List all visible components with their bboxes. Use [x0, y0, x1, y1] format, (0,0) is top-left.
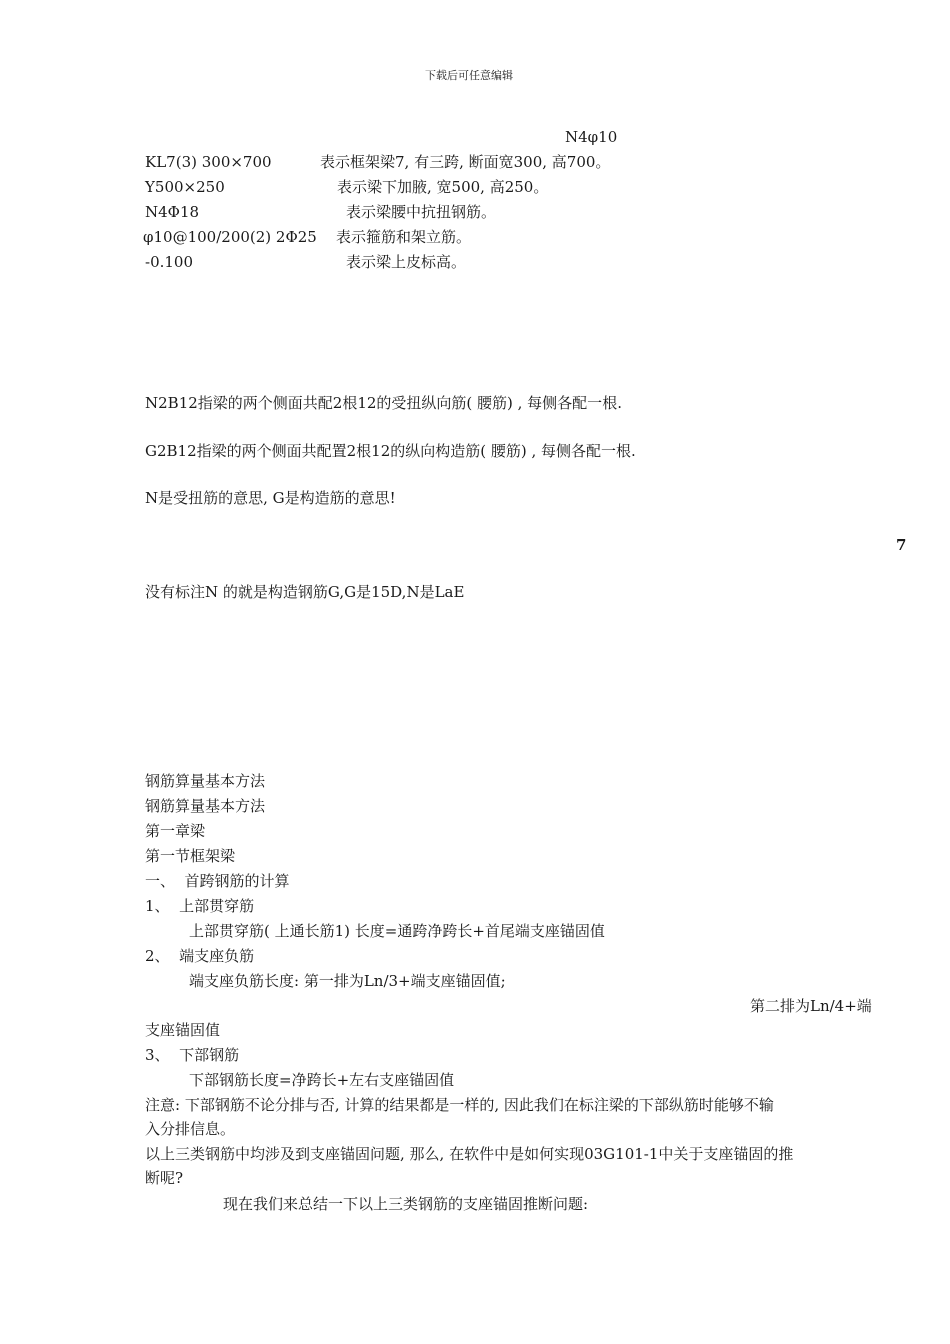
item-1-detail: 上部贯穿筋( 上通长筋1) 长度=通跨净跨长+首尾端支座锚固值	[189, 922, 605, 940]
question-line: 断呢?	[145, 1169, 184, 1187]
item-1-heading: 1、 上部贯穿筋	[145, 897, 255, 915]
question-line: 以上三类钢筋中均涉及到支座锚固问题, 那么, 在软件中是如何实现03G101-1中关于支座锚固的推	[145, 1145, 794, 1163]
item-3-heading: 3、 下部钢筋	[145, 1046, 240, 1064]
item-2-heading: 2、 端支座负筋	[145, 947, 255, 965]
section-heading: 第一节框架梁	[145, 847, 236, 865]
notation-desc: 表示箍筋和架立筋。	[336, 228, 472, 246]
note-meaning: N是受扭筋的意思, G是构造筋的意思!	[145, 489, 396, 507]
item-2-second-row-cont: 支座锚固值	[145, 1021, 221, 1039]
notation-desc: 表示梁上皮标高。	[346, 253, 467, 271]
notation-code: KL7(3) 300×700	[145, 153, 272, 171]
notation-desc: 表示梁下加腋, 宽500, 高250。	[337, 178, 549, 196]
note-line: 入分排信息。	[145, 1120, 236, 1138]
page-header: 下载后可任意编辑	[425, 69, 513, 82]
notation-code: -0.100	[145, 253, 194, 271]
notation-desc: 表示梁腰中抗扭钢筋。	[346, 203, 497, 221]
title-line: 钢筋算量基本方法	[145, 797, 266, 815]
notation-top-label: N4φ10	[565, 128, 618, 146]
note-line: 注意: 下部钢筋不论分排与否, 计算的结果都是一样的, 因此我们在标注梁的下部纵筋时能够不输	[145, 1096, 774, 1114]
item-2-second-row: 第二排为Ln/4+端	[750, 997, 872, 1015]
notation-code: φ10@100/200(2) 2Φ25	[143, 228, 317, 246]
notation-code: Y500×250	[145, 178, 225, 196]
notation-desc: 表示框架梁7, 有三跨, 断面宽300, 高700。	[320, 153, 611, 171]
note-n2b12: N2B12指梁的两个侧面共配2根12的受扭纵向筋( 腰筋) , 每侧各配一根.	[145, 394, 622, 412]
chapter-heading: 第一章梁	[145, 822, 206, 840]
notation-code: N4Φ18	[145, 203, 200, 221]
page-number: 7	[896, 536, 907, 554]
note-no-label: 没有标注N 的就是构造钢筋G,G是15D,N是LaE	[145, 583, 465, 601]
item-3-detail: 下部钢筋长度=净跨长+左右支座锚固值	[189, 1071, 455, 1089]
summary-line: 现在我们来总结一下以上三类钢筋的支座锚固推断问题:	[223, 1195, 589, 1213]
item-2-detail: 端支座负筋长度: 第一排为Ln/3+端支座锚固值;	[189, 972, 506, 990]
note-g2b12: G2B12指梁的两个侧面共配置2根12的纵向构造筋( 腰筋) , 每侧各配一根.	[145, 442, 636, 460]
title-line: 钢筋算量基本方法	[145, 772, 266, 790]
item-one: 一、 首跨钢筋的计算	[145, 872, 290, 890]
